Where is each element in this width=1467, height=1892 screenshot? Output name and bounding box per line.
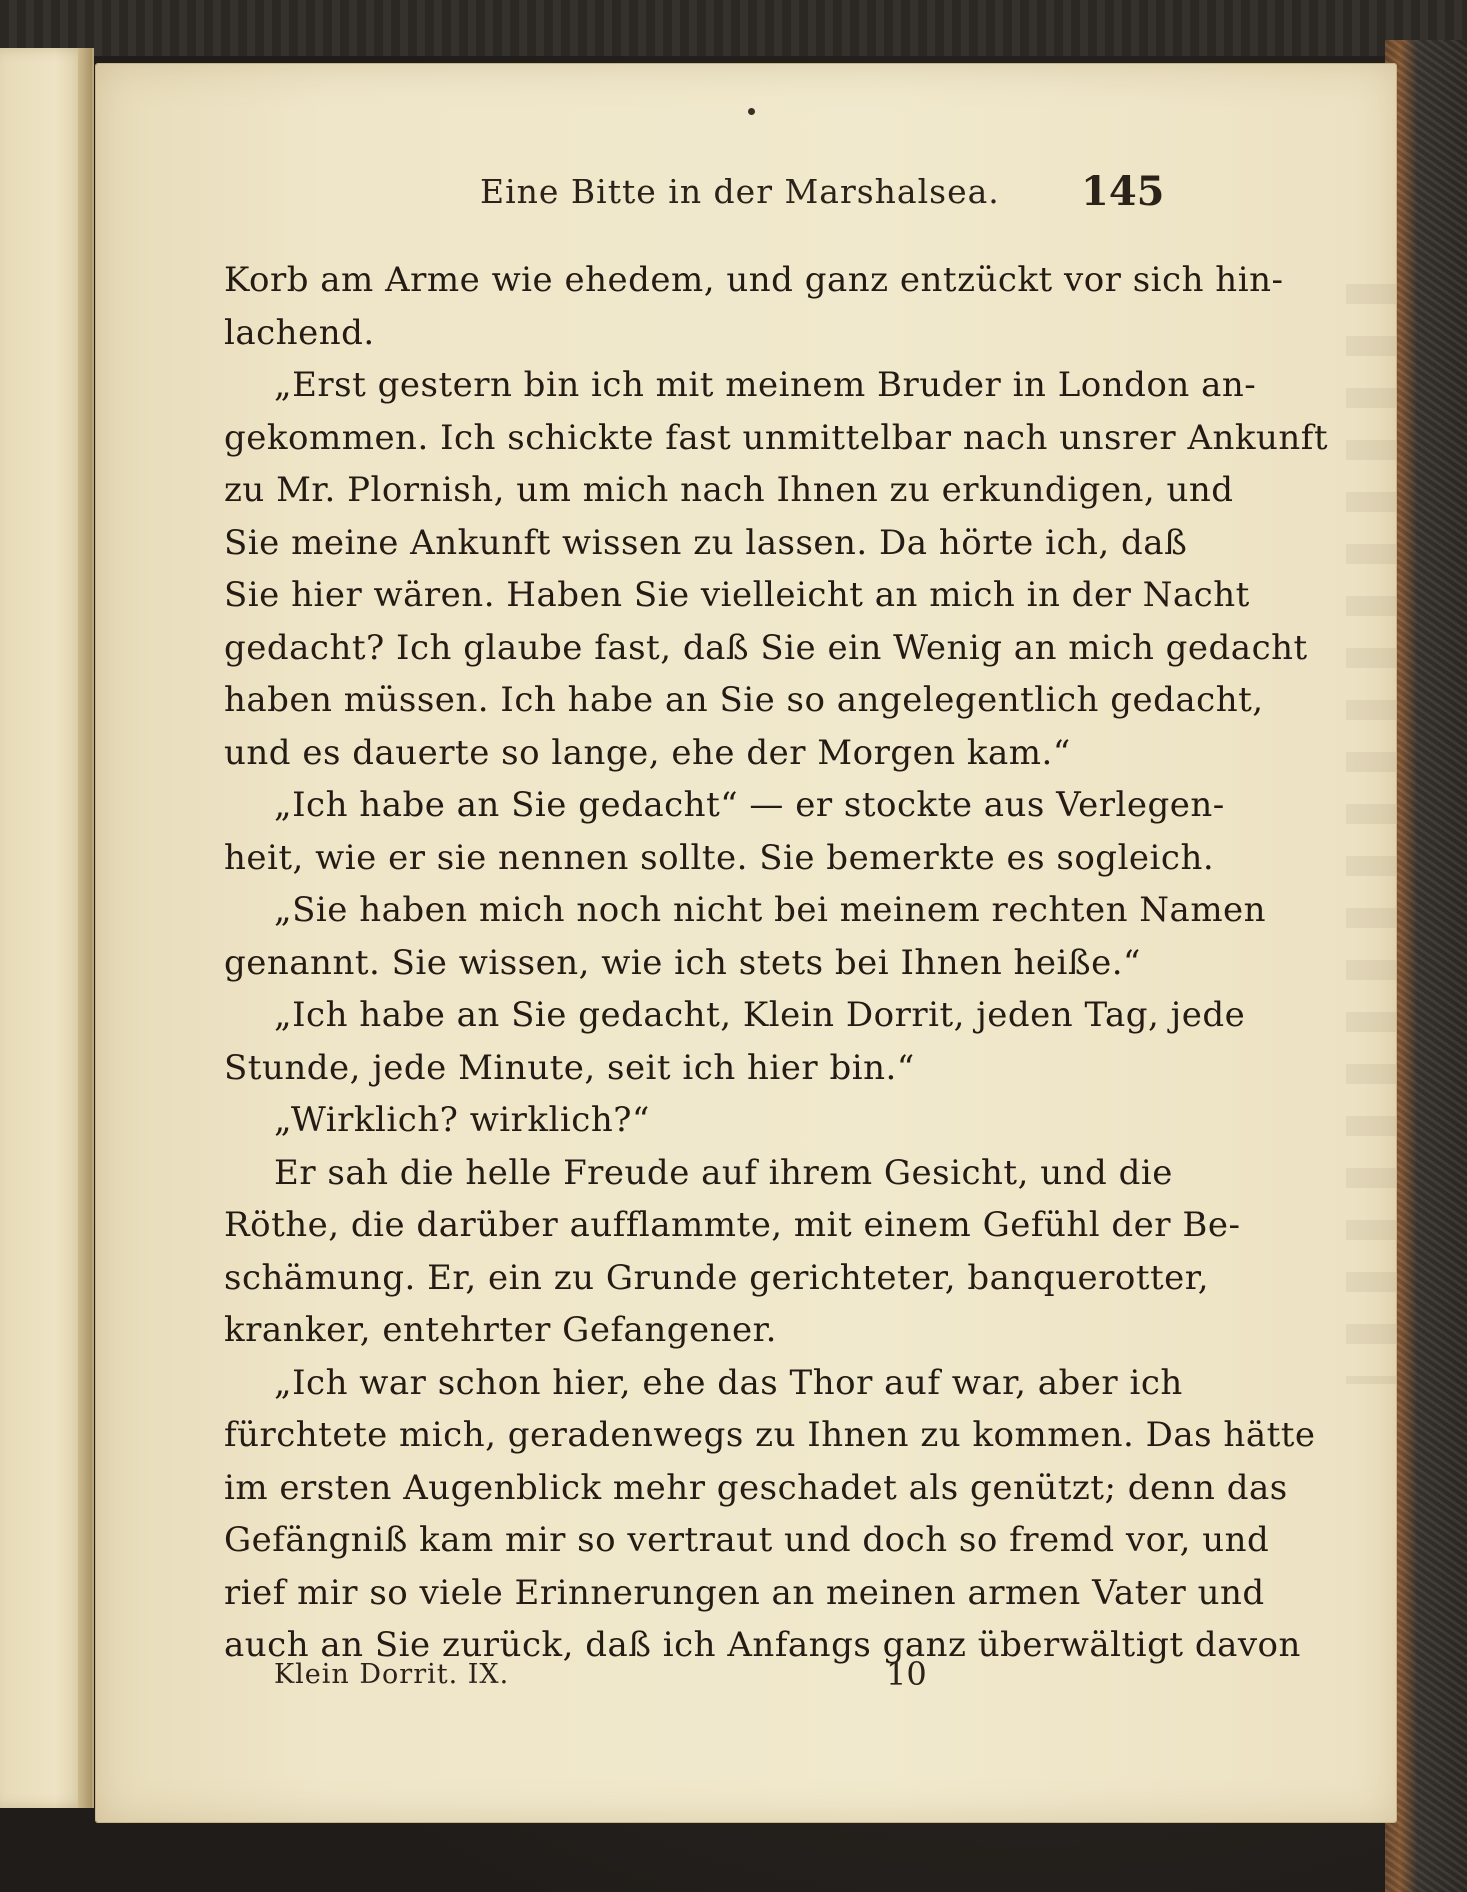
text-line: „Wirklich? wirklich?“ [274,1100,650,1140]
ink-dot [748,108,755,115]
page-number: 145 [1081,168,1165,215]
text-line: fürchtete mich, geradenwegs zu Ihnen zu kommen. Das hätte [224,1415,1316,1455]
text-line: gekommen. Ich schickte fast unmittelbar nach unsrer Ankunft [224,417,1329,458]
text-line: Stunde, jede Minute, seit ich hier bin.“ [224,1047,915,1088]
text-line: Er sah die helle Freude auf ihrem Gesicht, und die [274,1152,1173,1193]
text-line: lachend. [224,312,375,353]
gutter-fold [78,48,92,1808]
text-line: Sie meine Ankunft wissen zu lassen. Da hörte ich, daß [224,522,1188,563]
text-line: „Ich habe an Sie gedacht, Klein Dorrit, jeden Tag, jede [274,995,1246,1035]
text-line: „Ich habe an Sie gedacht“ — er stockte aus Verlegen- [274,785,1225,825]
text-line: und es dauerte so lange, ehe der Morgen kam.“ [224,732,1071,773]
text-line: genannt. Sie wissen, wie ich stets bei Ihnen heiße.“ [224,942,1141,983]
previous-page-edge [0,48,94,1808]
text-line: Röthe, die darüber aufflammte, mit einem Gefühl der Be- [224,1205,1241,1245]
signature-number: 10 [886,1655,927,1693]
text-line: Gefängniß kam mir so vertraut und doch so fremd vor, und [224,1520,1270,1560]
text-line: auch an Sie zurück, daß ich Anfangs ganz überwältigt davon [224,1625,1301,1665]
text-line: im ersten Augenblick mehr geschadet als genützt; denn das [224,1467,1288,1508]
page-footer [96,1649,1396,1699]
book-page [96,64,1396,1822]
text-line: gedacht? Ich glaube fast, daß Sie ein Wenig an mich gedacht [224,627,1308,668]
text-line: heit, wie er sie nennen sollte. Sie bemerkte es sogleich. [224,837,1215,878]
text-line: haben müssen. Ich habe an Sie so angelegentlich gedacht, [224,680,1264,720]
book-cover-top-edge [0,0,1467,56]
text-line: schämung. Er, ein zu Grunde gerichteter, banquerotter, [224,1257,1210,1298]
text-line: „Sie haben mich noch nicht bei meinem rechten Namen [274,890,1267,930]
show-through-marks [1346,284,1396,1384]
text-line: rief mir so viele Erinnerungen an meinen armen Vater und [224,1572,1265,1613]
text-line: „Erst gestern bin ich mit meinem Bruder in London an- [274,365,1257,405]
running-head [96,164,1396,224]
text-line: kranker, entehrter Gefangener. [224,1310,777,1350]
book-cover-right-board [1385,40,1467,1892]
text-line: zu Mr. Plornish, um mich nach Ihnen zu erkundigen, und [224,470,1234,510]
text-line: Sie hier wären. Haben Sie vielleicht an mich in der Nacht [224,575,1250,615]
running-head-title: Eine Bitte in der Marshalsea. [480,172,1000,211]
signature-mark: Klein Dorrit. IX. [274,1659,510,1690]
text-line: Korb am Arme wie ehedem, und ganz entzückt vor sich hin- [224,260,1284,300]
body-text [224,254,1329,1672]
text-line: „Ich war schon hier, ehe das Thor auf war, aber ich [274,1362,1183,1403]
